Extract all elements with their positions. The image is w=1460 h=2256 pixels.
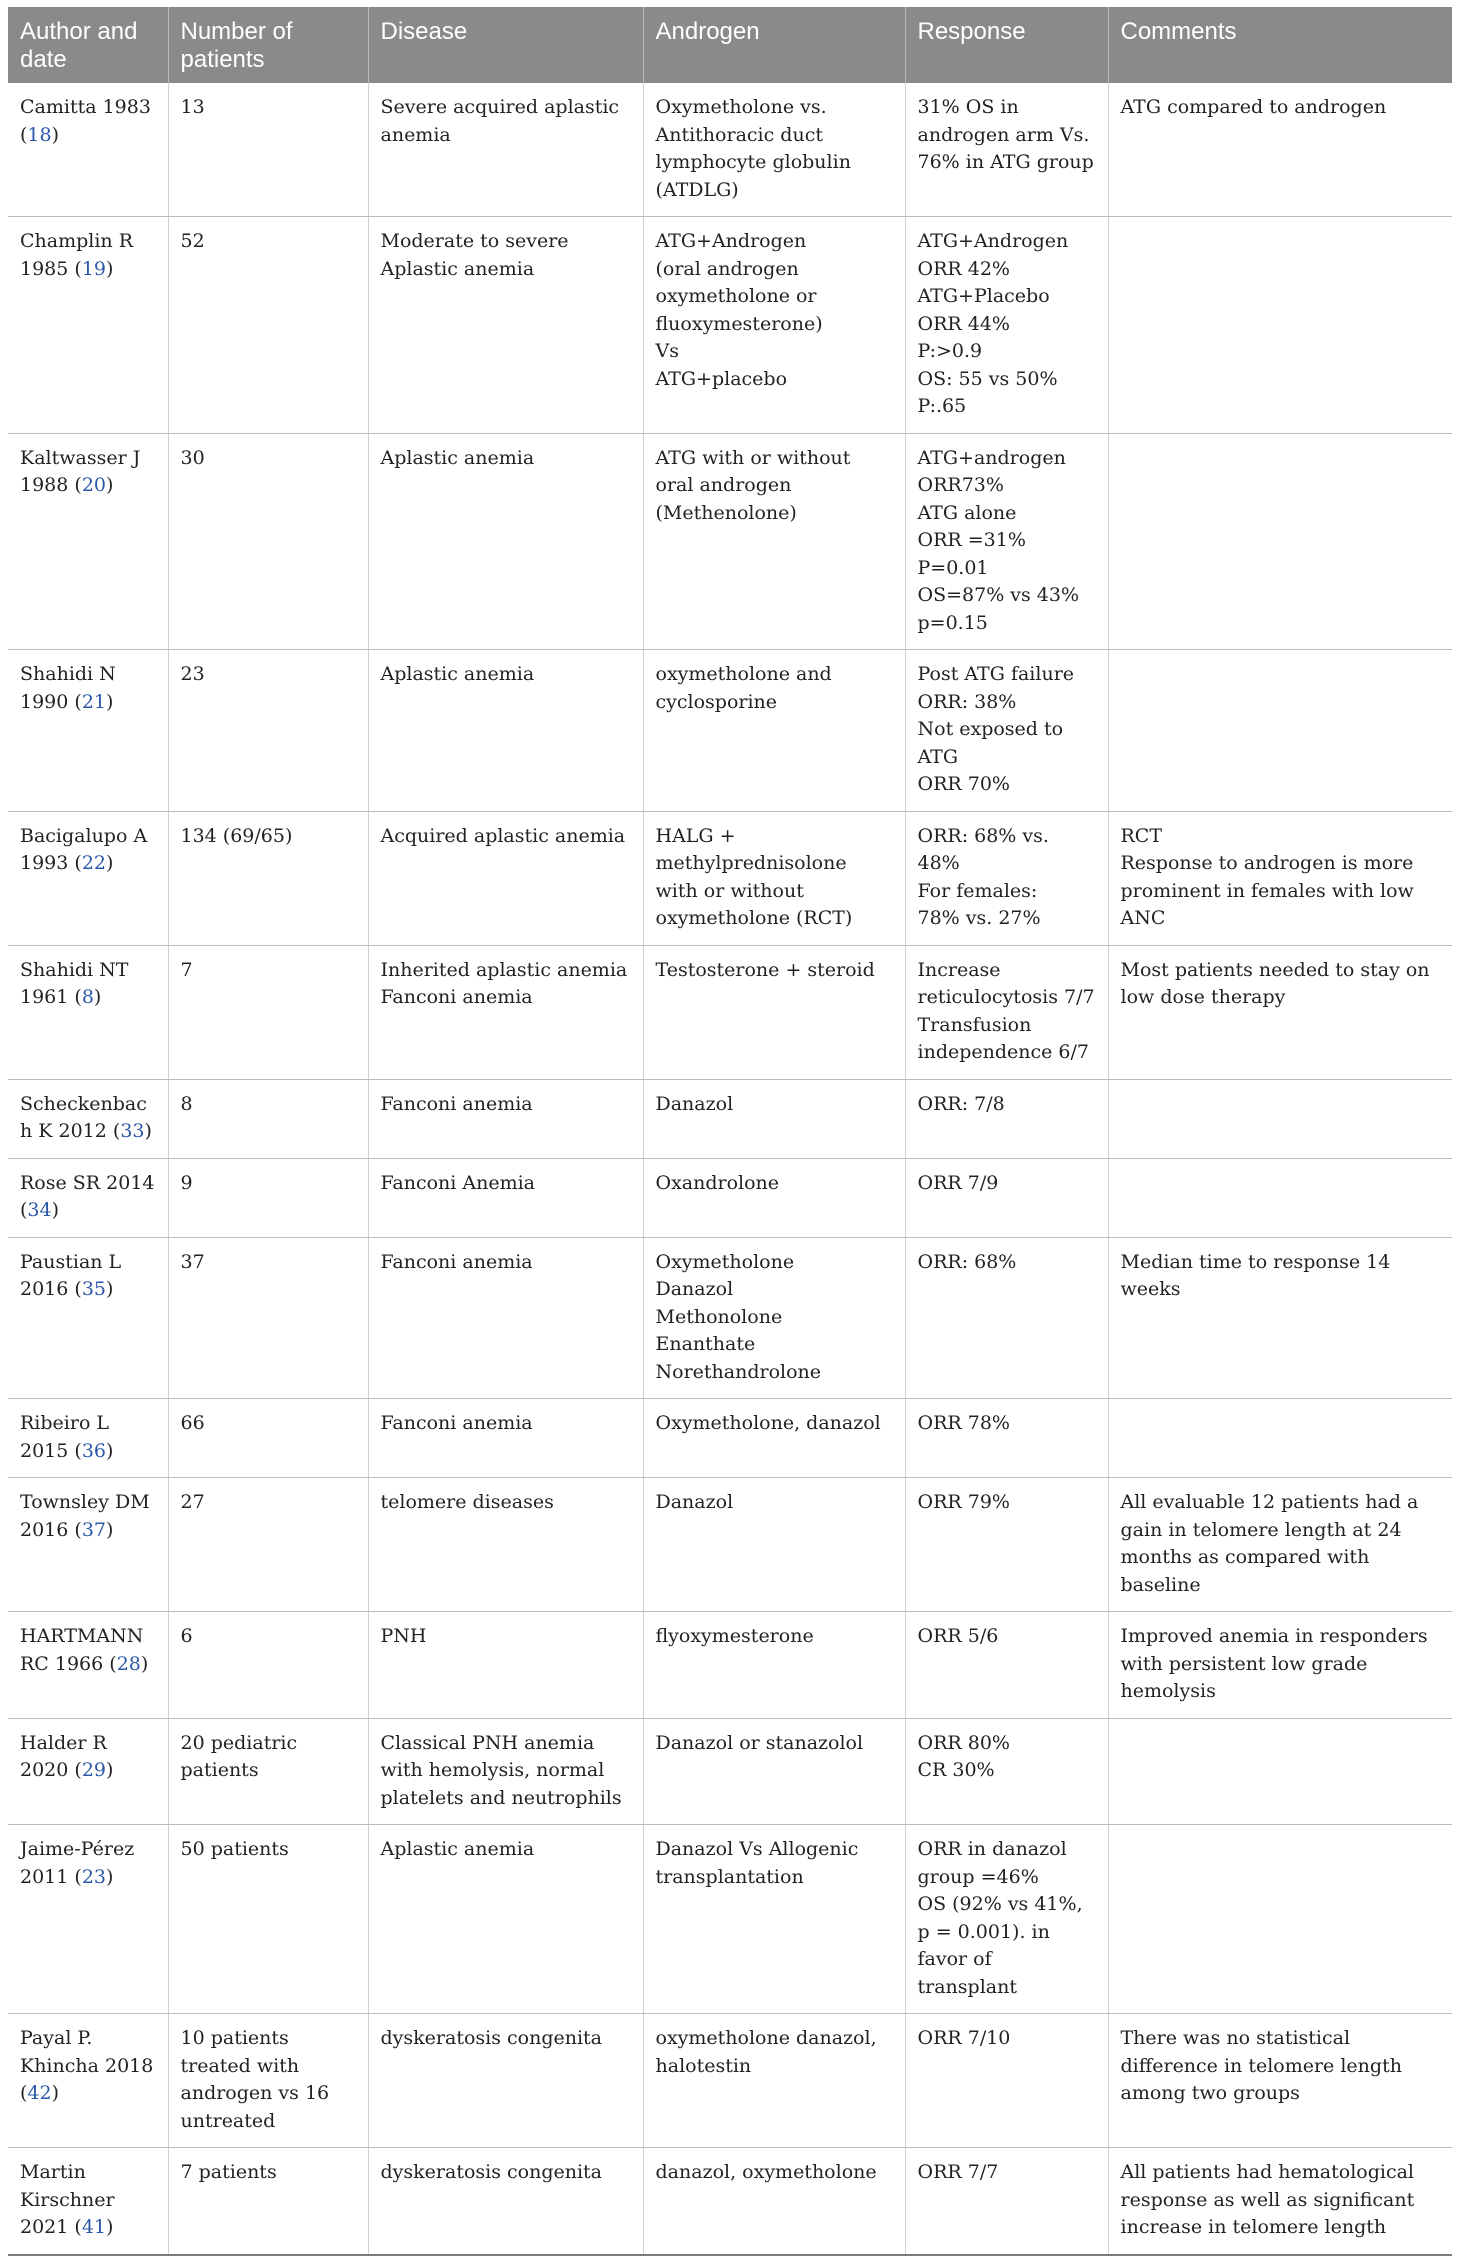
disease-line: Acquired aplastic anemia xyxy=(380,824,626,847)
cell-response xyxy=(905,1478,1108,1612)
cell-author xyxy=(8,1158,168,1237)
cell-androgen xyxy=(643,1718,905,1825)
response-line: ORR 5/6 xyxy=(917,1625,999,1647)
cell-patients xyxy=(168,1612,368,1719)
cell-author xyxy=(8,2014,168,2148)
table-row xyxy=(8,1718,1452,1825)
disease-line: Fanconi anemia xyxy=(380,1250,533,1273)
androgen-line: oxymetholone and cyclosporine xyxy=(655,663,832,713)
header-disease: Disease xyxy=(368,7,643,83)
cell-disease xyxy=(368,433,643,650)
cell-androgen xyxy=(643,2014,905,2148)
androgen-line: (oral androgen oxymetholone or fluoxymesterone) xyxy=(655,257,823,335)
response-line: Increase reticulocytosis 7/7 xyxy=(917,958,1095,1008)
cell-author xyxy=(8,1237,168,1399)
cell-disease xyxy=(368,811,643,945)
response-line: Not exposed to ATG xyxy=(917,718,1064,768)
cell-disease xyxy=(368,217,643,434)
cell-response xyxy=(905,2014,1108,2148)
cell-response xyxy=(905,1237,1108,1399)
cell-response xyxy=(905,945,1108,1079)
author-line: Payal P. Khincha 2018 (42) xyxy=(20,2027,154,2104)
disease-line: dyskeratosis congenita xyxy=(380,2161,603,2183)
androgen-line: HALG + methylprednisolone with or without oxymetholone (RCT) xyxy=(655,824,853,929)
patients-line: 10 patients treated with androgen vs 16 untreated xyxy=(180,2027,330,2132)
cell-comments xyxy=(1108,83,1452,217)
cell-disease xyxy=(368,1079,643,1158)
disease-line: Aplastic anemia xyxy=(380,663,535,685)
patients-line: 7 xyxy=(180,958,193,981)
response-line: p=0.15 xyxy=(917,611,988,634)
reference-link[interactable]: 18 xyxy=(27,123,52,146)
cell-comments xyxy=(1108,811,1452,945)
cell-comments xyxy=(1108,1079,1452,1158)
comments-line: RCT xyxy=(1120,824,1163,847)
cell-patients xyxy=(168,2148,368,2255)
reference-link[interactable]: 41 xyxy=(81,2216,106,2238)
response-line: P:.65 xyxy=(917,395,967,417)
androgen-line: ATG with or without oral androgen (Methenolone) xyxy=(655,446,851,524)
cell-author xyxy=(8,1825,168,2014)
response-line: 78% vs. 27% xyxy=(917,907,1041,929)
cell-patients xyxy=(168,811,368,945)
cell-comments xyxy=(1108,1237,1452,1399)
author-text: Bacigalupo A 1993 xyxy=(20,824,148,874)
table-row xyxy=(8,1158,1452,1237)
cell-author xyxy=(8,2148,168,2255)
author-line: HARTMANN RC 1966 (28) xyxy=(20,1625,149,1675)
cell-comments xyxy=(1108,2148,1452,2255)
author-line: Champlin R 1985 (19) xyxy=(20,230,134,280)
author-line: Camitta 1983 (18) xyxy=(20,96,151,146)
androgen-line: Danazol Vs Allogenic transplantation xyxy=(655,1838,859,1888)
reference-link[interactable]: 19 xyxy=(81,257,106,280)
cell-androgen xyxy=(643,811,905,945)
comments-line: Most patients needed to stay on low dose therapy xyxy=(1120,958,1430,1008)
patients-line: 30 xyxy=(180,446,205,469)
comments-line: All evaluable 12 patients had a gain in telomere length at 24 months as compared with baseline xyxy=(1120,1491,1419,1596)
patients-line: 50 patients xyxy=(180,1838,289,1860)
response-line: ATG alone xyxy=(917,501,1017,524)
reference-link[interactable]: 8 xyxy=(81,986,94,1008)
response-line: ORR 7/7 xyxy=(917,2161,999,2183)
author-line: Jaime-Pérez 2011 (23) xyxy=(20,1838,135,1888)
cell-comments xyxy=(1108,650,1452,812)
cell-response xyxy=(905,1612,1108,1719)
response-line: ORR 80% xyxy=(917,1731,1010,1754)
cell-patients xyxy=(168,1478,368,1612)
cell-author xyxy=(8,811,168,945)
response-line: For females: xyxy=(917,879,1038,902)
patients-line: 37 xyxy=(180,1250,205,1273)
cell-response xyxy=(905,2148,1108,2255)
disease-line: Severe acquired aplastic anemia xyxy=(380,96,620,146)
cell-androgen xyxy=(643,83,905,217)
response-line: CR 30% xyxy=(917,1759,995,1781)
table-row xyxy=(8,1079,1452,1158)
table-row xyxy=(8,945,1452,1079)
cell-response xyxy=(905,433,1108,650)
patients-line: 6 xyxy=(180,1625,193,1647)
cell-response xyxy=(905,1158,1108,1237)
response-line: OS=87% vs 43% xyxy=(917,584,1080,606)
cell-author xyxy=(8,83,168,217)
cell-androgen xyxy=(643,1825,905,2014)
cell-author xyxy=(8,1612,168,1719)
cell-comments xyxy=(1108,1718,1452,1825)
cell-patients xyxy=(168,1825,368,2014)
reference-link[interactable]: 29 xyxy=(81,1759,106,1781)
response-line: 31% OS in androgen arm Vs. 76% in ATG group xyxy=(917,96,1094,173)
response-line: ORR 70% xyxy=(917,773,1010,795)
author-text: HARTMANN RC 1966 xyxy=(20,1625,144,1675)
author-text: 1990 xyxy=(20,690,69,713)
author-text: Camitta 1983 xyxy=(20,96,151,118)
androgen-line: Danazol or stanazolol xyxy=(655,1731,864,1754)
response-line: ATG+androgen xyxy=(917,446,1066,469)
cell-response xyxy=(905,83,1108,217)
reference-link[interactable]: 35 xyxy=(81,1278,106,1300)
patients-line: 8 xyxy=(180,1092,193,1115)
androgen-line: Enanthate xyxy=(655,1333,756,1355)
cell-disease xyxy=(368,1399,643,1478)
header-response: Response xyxy=(905,7,1108,83)
response-line: P=0.01 xyxy=(917,556,989,579)
cell-disease xyxy=(368,1158,643,1237)
cell-response xyxy=(905,217,1108,434)
cell-author xyxy=(8,1079,168,1158)
cell-patients xyxy=(168,1718,368,1825)
androgen-line: Danazol xyxy=(655,1092,734,1115)
disease-line: Fanconi anemia xyxy=(380,1092,533,1115)
response-line: ORR in danazol group =46% xyxy=(917,1838,1067,1888)
reference-link[interactable]: 20 xyxy=(81,474,106,496)
table-row xyxy=(8,650,1452,812)
cell-response xyxy=(905,811,1108,945)
reference-link[interactable]: 21 xyxy=(81,690,106,713)
androgen-line: Vs xyxy=(655,340,679,362)
androgen-line: oxymetholone danazol, halotestin xyxy=(655,2027,877,2077)
table-row xyxy=(8,1237,1452,1399)
reference-link[interactable]: 23 xyxy=(81,1865,106,1888)
cell-patients xyxy=(168,1158,368,1237)
androgen-line: Oxymetholone, danazol xyxy=(655,1412,881,1434)
cell-disease xyxy=(368,945,643,1079)
reference-link[interactable]: 28 xyxy=(116,1652,141,1675)
reference-link[interactable]: 33 xyxy=(120,1120,145,1142)
androgen-studies-table xyxy=(8,7,1452,2256)
author-text: Kaltwasser J 1988 xyxy=(20,446,141,496)
author-text: Townsley DM 2016 xyxy=(20,1491,150,1541)
reference-link[interactable]: 36 xyxy=(81,1439,106,1462)
comments-line: Improved anemia in responders with persistent low grade hemolysis xyxy=(1120,1625,1428,1702)
response-line: ORR 44% xyxy=(917,312,1010,335)
cell-author xyxy=(8,433,168,650)
patients-line: 9 xyxy=(180,1171,193,1194)
header-comments: Comments xyxy=(1108,7,1452,83)
cell-comments xyxy=(1108,1158,1452,1237)
disease-line: PNH xyxy=(380,1625,427,1647)
cell-comments xyxy=(1108,1825,1452,2014)
table-row xyxy=(8,217,1452,434)
header-author-date: Author and date xyxy=(8,7,168,83)
author-text: Champlin R 1985 xyxy=(20,230,134,280)
androgen-line: Oxandrolone xyxy=(655,1171,780,1194)
author-text: Rose SR 2014 xyxy=(20,1171,155,1194)
table-row xyxy=(8,1478,1452,1612)
androgen-line: Oxymetholone xyxy=(655,1250,795,1273)
comments-line: There was no statistical difference in telomere length among two groups xyxy=(1120,2027,1402,2104)
androgen-line: Norethandrolone xyxy=(655,1360,822,1383)
patients-line: 27 xyxy=(180,1491,205,1513)
comments-line: Median time to response 14 weeks xyxy=(1120,1250,1391,1300)
cell-response xyxy=(905,1825,1108,2014)
androgen-line: ATG+placebo xyxy=(655,367,788,390)
cell-androgen xyxy=(643,1237,905,1399)
cell-comments xyxy=(1108,1478,1452,1612)
author-line: 1990 (21) xyxy=(20,690,114,713)
cell-patients xyxy=(168,433,368,650)
author-text: Scheckenbach K 2012 xyxy=(20,1092,147,1142)
reference-link[interactable]: 37 xyxy=(81,1518,106,1541)
patients-line: 134 (69/65) xyxy=(180,824,293,847)
cell-response xyxy=(905,650,1108,812)
cell-comments xyxy=(1108,1612,1452,1719)
cell-author xyxy=(8,1718,168,1825)
reference-link[interactable]: 42 xyxy=(27,2082,52,2104)
disease-line: Aplastic anemia xyxy=(380,446,535,469)
disease-line: Fanconi Anemia xyxy=(380,1171,536,1194)
cell-response xyxy=(905,1079,1108,1158)
author-line: Ribeiro L 2015 (36) xyxy=(20,1412,114,1462)
disease-line: Classical PNH anemia with hemolysis, normal platelets and neutrophils xyxy=(380,1731,622,1809)
header-androgen: Androgen xyxy=(643,7,905,83)
cell-comments xyxy=(1108,1399,1452,1478)
table-row xyxy=(8,1825,1452,2014)
patients-line: 23 xyxy=(180,663,205,685)
cell-author xyxy=(8,945,168,1079)
cell-author xyxy=(8,650,168,812)
androgen-line: ATG+Androgen xyxy=(655,230,807,252)
androgen-line: Testosterone + steroid xyxy=(655,958,875,981)
disease-line: telomere diseases xyxy=(380,1491,554,1513)
response-line: P:>0.9 xyxy=(917,340,983,362)
author-line: Kaltwasser J 1988 (20) xyxy=(20,446,141,496)
response-line: ORR73% xyxy=(917,474,1004,496)
author-text: Shahidi NT 1961 xyxy=(20,958,129,1008)
table-row xyxy=(8,1399,1452,1478)
disease-line: Moderate to severe Aplastic anemia xyxy=(380,230,569,280)
disease-line: dyskeratosis congenita xyxy=(380,2027,603,2049)
table-row xyxy=(8,2148,1452,2255)
response-line: ORR 7/10 xyxy=(917,2027,1011,2049)
response-line: ORR =31% xyxy=(917,529,1026,551)
author-line: Bacigalupo A 1993 (22) xyxy=(20,824,148,874)
response-line: ATG+Androgen xyxy=(917,230,1069,252)
androgen-line: Danazol xyxy=(655,1278,734,1300)
cell-disease xyxy=(368,1478,643,1612)
response-line: ORR 42% xyxy=(917,257,1010,280)
androgen-studies-table-container xyxy=(8,7,1452,2256)
cell-response xyxy=(905,1399,1108,1478)
response-line: ATG+Placebo xyxy=(917,285,1050,307)
disease-line: Fanconi anemia xyxy=(380,986,533,1008)
response-line: Transfusion independence 6/7 xyxy=(917,1013,1090,1063)
response-line: OS: 55 vs 50% xyxy=(917,367,1058,390)
cell-disease xyxy=(368,1612,643,1719)
author-line: Townsley DM 2016 (37) xyxy=(20,1491,150,1541)
cell-patients xyxy=(168,83,368,217)
cell-patients xyxy=(168,1399,368,1478)
cell-androgen xyxy=(643,1399,905,1478)
androgen-line: Oxymetholone vs. Antithoracic duct lymphocyte globulin (ATDLG) xyxy=(655,96,851,201)
author-line: Shahidi N xyxy=(20,663,116,685)
cell-comments xyxy=(1108,945,1452,1079)
cell-comments xyxy=(1108,2014,1452,2148)
cell-androgen xyxy=(643,217,905,434)
androgen-line: flyoxymesterone xyxy=(655,1625,814,1647)
androgen-line: Danazol xyxy=(655,1491,734,1513)
cell-disease xyxy=(368,83,643,217)
response-line: ORR: 68% vs. 48% xyxy=(917,824,1049,874)
cell-patients xyxy=(168,1237,368,1399)
patients-line: 13 xyxy=(180,96,205,118)
response-line: OS (92% vs 41%, p = 0.001). in favor of transplant xyxy=(917,1893,1083,1998)
response-line: ORR: 68% xyxy=(917,1250,1017,1273)
patients-line: 66 xyxy=(180,1412,205,1434)
response-line: Post ATG failure xyxy=(917,663,1075,685)
cell-disease xyxy=(368,1825,643,2014)
response-line: ORR 7/9 xyxy=(917,1171,999,1194)
androgen-line: danazol, oxymetholone xyxy=(655,2161,877,2183)
response-line: ORR: 7/8 xyxy=(917,1092,1005,1115)
disease-line: Fanconi anemia xyxy=(380,1412,533,1434)
cell-disease xyxy=(368,2014,643,2148)
comments-line: Response to androgen is more prominent in females with low ANC xyxy=(1120,852,1414,929)
cell-author xyxy=(8,217,168,434)
cell-author xyxy=(8,1478,168,1612)
cell-androgen xyxy=(643,1612,905,1719)
cell-patients xyxy=(168,1079,368,1158)
cell-androgen xyxy=(643,433,905,650)
author-line: Halder R 2020 (29) xyxy=(20,1731,114,1781)
response-line: ORR: 38% xyxy=(917,690,1017,713)
author-line: Rose SR 2014 (34) xyxy=(20,1171,155,1221)
author-text: Paustian L 2016 xyxy=(20,1250,122,1300)
author-text: Jaime-Pérez 2011 xyxy=(20,1838,135,1888)
patients-line: 20 pediatric patients xyxy=(180,1731,298,1781)
response-line: ORR 79% xyxy=(917,1491,1010,1513)
author-text: Martin Kirschner 2021 xyxy=(20,2161,115,2238)
cell-disease xyxy=(368,1718,643,1825)
author-text: Payal P. Khincha 2018 xyxy=(20,2027,154,2077)
cell-response xyxy=(905,1718,1108,1825)
cell-patients xyxy=(168,945,368,1079)
cell-comments xyxy=(1108,217,1452,434)
cell-patients xyxy=(168,2014,368,2148)
author-text: Ribeiro L 2015 xyxy=(20,1412,110,1462)
author-line: Shahidi NT 1961 (8) xyxy=(20,958,129,1008)
cell-disease xyxy=(368,1237,643,1399)
cell-comments xyxy=(1108,433,1452,650)
reference-link[interactable]: 22 xyxy=(81,852,106,874)
header-number-of-patients: Number of patients xyxy=(168,7,368,83)
cell-androgen xyxy=(643,1478,905,1612)
cell-androgen xyxy=(643,1079,905,1158)
cell-disease xyxy=(368,2148,643,2255)
table-row xyxy=(8,1612,1452,1719)
cell-androgen xyxy=(643,2148,905,2255)
comments-line: All patients had hematological response as well as significant increase in telomere length xyxy=(1120,2161,1415,2238)
cell-disease xyxy=(368,650,643,812)
disease-line: Aplastic anemia xyxy=(380,1838,535,1860)
comments-line: ATG compared to androgen xyxy=(1120,96,1387,118)
androgen-line: Methonolone xyxy=(655,1305,783,1328)
cell-author xyxy=(8,1399,168,1478)
table-row xyxy=(8,2014,1452,2148)
patients-line: 7 patients xyxy=(180,2161,277,2183)
table-row xyxy=(8,433,1452,650)
table-header-row xyxy=(8,7,1452,83)
patients-line: 52 xyxy=(180,230,205,252)
cell-androgen xyxy=(643,1158,905,1237)
reference-link[interactable]: 34 xyxy=(27,1199,52,1221)
table-body xyxy=(8,83,1452,2255)
table-row xyxy=(8,83,1452,217)
cell-androgen xyxy=(643,650,905,812)
response-line: ORR 78% xyxy=(917,1412,1010,1434)
cell-patients xyxy=(168,217,368,434)
disease-line: Inherited aplastic anemia xyxy=(380,958,628,981)
author-line: Scheckenbach K 2012 (33) xyxy=(20,1092,152,1142)
author-line: Martin Kirschner 2021 (41) xyxy=(20,2161,115,2238)
author-text: Halder R 2020 xyxy=(20,1731,107,1781)
table-row xyxy=(8,811,1452,945)
cell-androgen xyxy=(643,945,905,1079)
author-line: Paustian L 2016 (35) xyxy=(20,1250,122,1300)
cell-patients xyxy=(168,650,368,812)
